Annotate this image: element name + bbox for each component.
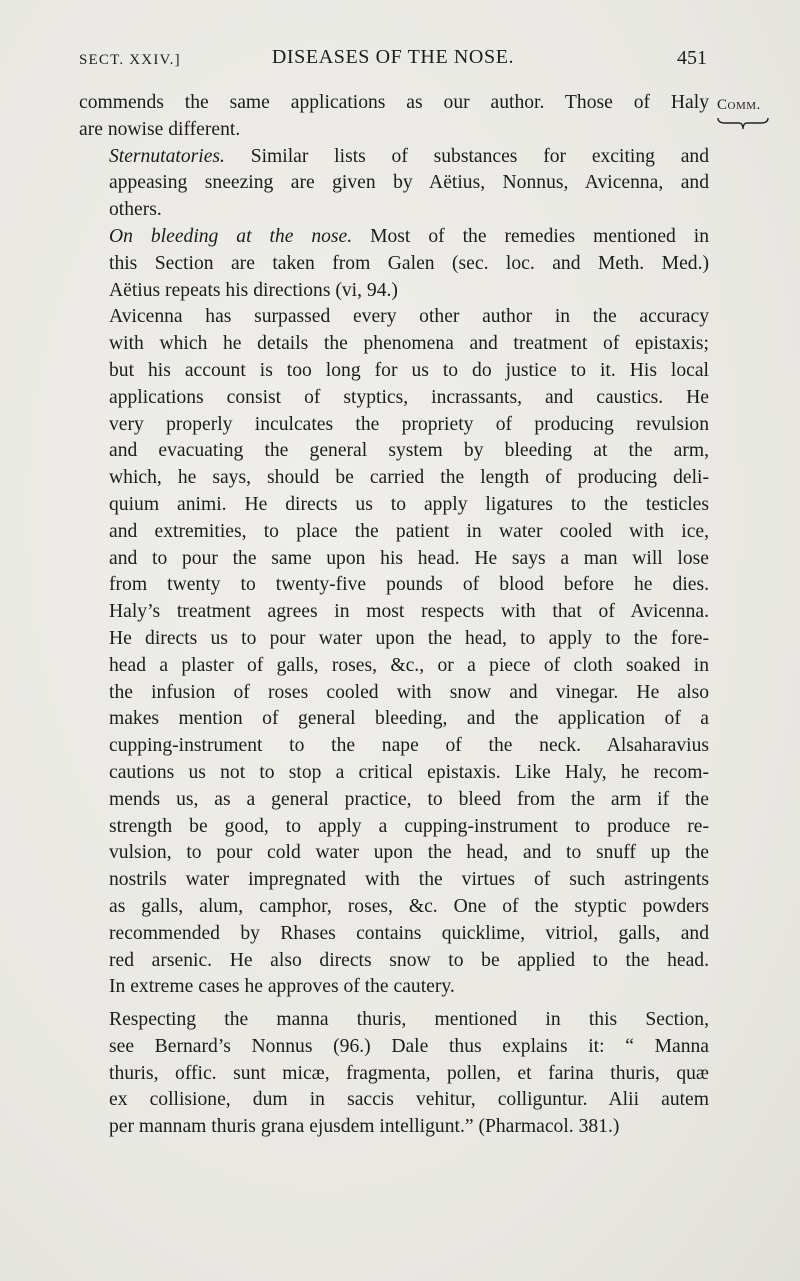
text-line: Haly’s treatment agrees in most respects with that of Avicenna. xyxy=(109,601,709,623)
text-line: cupping-instrument to the nape of the neck. Alsaharavius xyxy=(109,735,709,757)
text-line: see Bernard’s Nonnus (96.) Dale thus explains it: “ Manna xyxy=(109,1035,709,1057)
margin-brace-icon xyxy=(717,116,769,130)
page-number: 451 xyxy=(677,47,707,69)
text-line: very properly inculcates the propriety of producing revulsion xyxy=(109,413,709,435)
body-text xyxy=(79,90,709,1141)
text-line: head a plaster of galls, roses, &c., or a piece of cloth soaked in xyxy=(109,654,709,676)
paragraph-1 xyxy=(79,90,709,144)
text-line: cautions us not to stop a critical epistaxis. Like Haly, he recom- xyxy=(109,761,709,783)
text-line: others. xyxy=(109,199,162,221)
margin-note: Comm. xyxy=(717,97,761,113)
text-line: but his account is too long for us to do justice to it. His local xyxy=(109,359,709,381)
text-line: are nowise different. xyxy=(79,118,241,140)
text-line: as galls, alum, camphor, roses, &c. One of the styptic powders xyxy=(109,895,709,917)
text-line: ex collisione, dum in saccis vehitur, colliguntur. Alii autem xyxy=(109,1089,709,1111)
text-line: appeasing sneezing are given by Aëtius, Nonnus, Avicenna, and xyxy=(109,172,709,194)
text-line: In extreme cases he approves of the cautery. xyxy=(109,976,455,998)
text-line: and extremities, to place the patient in water cooled with ice, xyxy=(109,520,709,542)
text-line: and evacuating the general system by bleeding at the arm, xyxy=(109,440,709,462)
page-title: DISEASES OF THE NOSE. xyxy=(271,46,515,68)
text-line: from twenty to twenty-five pounds of blood before he dies. xyxy=(109,574,709,596)
text-line: quium animi. He directs us to apply ligatures to the testicles xyxy=(109,493,709,515)
text-line: Respecting the manna thuris, mentioned in this Section, xyxy=(109,1009,709,1031)
text-line: per mannam thuris grana ejusdem intelligunt.” (Pharmacol. 381.) xyxy=(109,1116,620,1138)
paragraph-manna-thuris xyxy=(79,1007,709,1141)
text-line: vulsion, to pour cold water upon the head, and to snuff up the xyxy=(109,842,709,864)
text-line: this Section are taken from Galen (sec. loc. and Meth. Med.) xyxy=(109,252,709,274)
running-head xyxy=(79,46,707,76)
paragraph-bleeding xyxy=(79,224,709,304)
text-line: applications consist of styptics, incrassants, and caustics. He xyxy=(109,386,709,408)
text-line: He directs us to pour water upon the head, to apply to the fore- xyxy=(109,627,709,649)
text-run: Similar lists of substances for exciting and xyxy=(224,145,709,167)
text-line: red arsenic. He also directs snow to be applied to the head. xyxy=(109,949,709,971)
text-line: Aëtius repeats his directions (vi, 94.) xyxy=(109,279,398,301)
text-line: Avicenna has surpassed every other author in the accuracy xyxy=(109,306,709,328)
paragraph-avicenna xyxy=(79,304,709,1001)
text-line: recommended by Rhases contains quicklime, vitriol, galls, and xyxy=(109,922,709,944)
text-line: makes mention of general bleeding, and the application of a xyxy=(109,708,709,730)
section-label: SECT. XXIV.] xyxy=(79,52,181,68)
text-line: with which he details the phenomena and treatment of epistaxis; xyxy=(109,333,709,355)
text-line xyxy=(79,224,709,251)
text-run: Most of the remedies mentioned in xyxy=(352,225,709,247)
text-line: thuris, offic. sunt micæ, fragmenta, pollen, et farina thuris, quæ xyxy=(109,1062,709,1084)
text-line: strength be good, to apply a cupping-instrument to produce re- xyxy=(109,815,709,837)
paragraph-heading: On bleeding at the nose. xyxy=(109,225,353,247)
text-line xyxy=(79,144,709,171)
text-line: nostrils water impregnated with the virtues of such astringents xyxy=(109,869,709,891)
paragraph-heading: Sternutatories. xyxy=(109,145,225,167)
text-line: mends us, as a general practice, to bleed from the arm if the xyxy=(109,788,709,810)
text-line: commends the same applications as our author. Those of Haly xyxy=(79,92,709,113)
text-line: the infusion of roses cooled with snow and vinegar. He also xyxy=(109,681,709,703)
text-line: and to pour the same upon his head. He says a man will lose xyxy=(109,547,709,569)
text-line: which, he says, should be carried the length of producing deli- xyxy=(109,467,709,489)
paragraph-sternutatories xyxy=(79,144,709,224)
